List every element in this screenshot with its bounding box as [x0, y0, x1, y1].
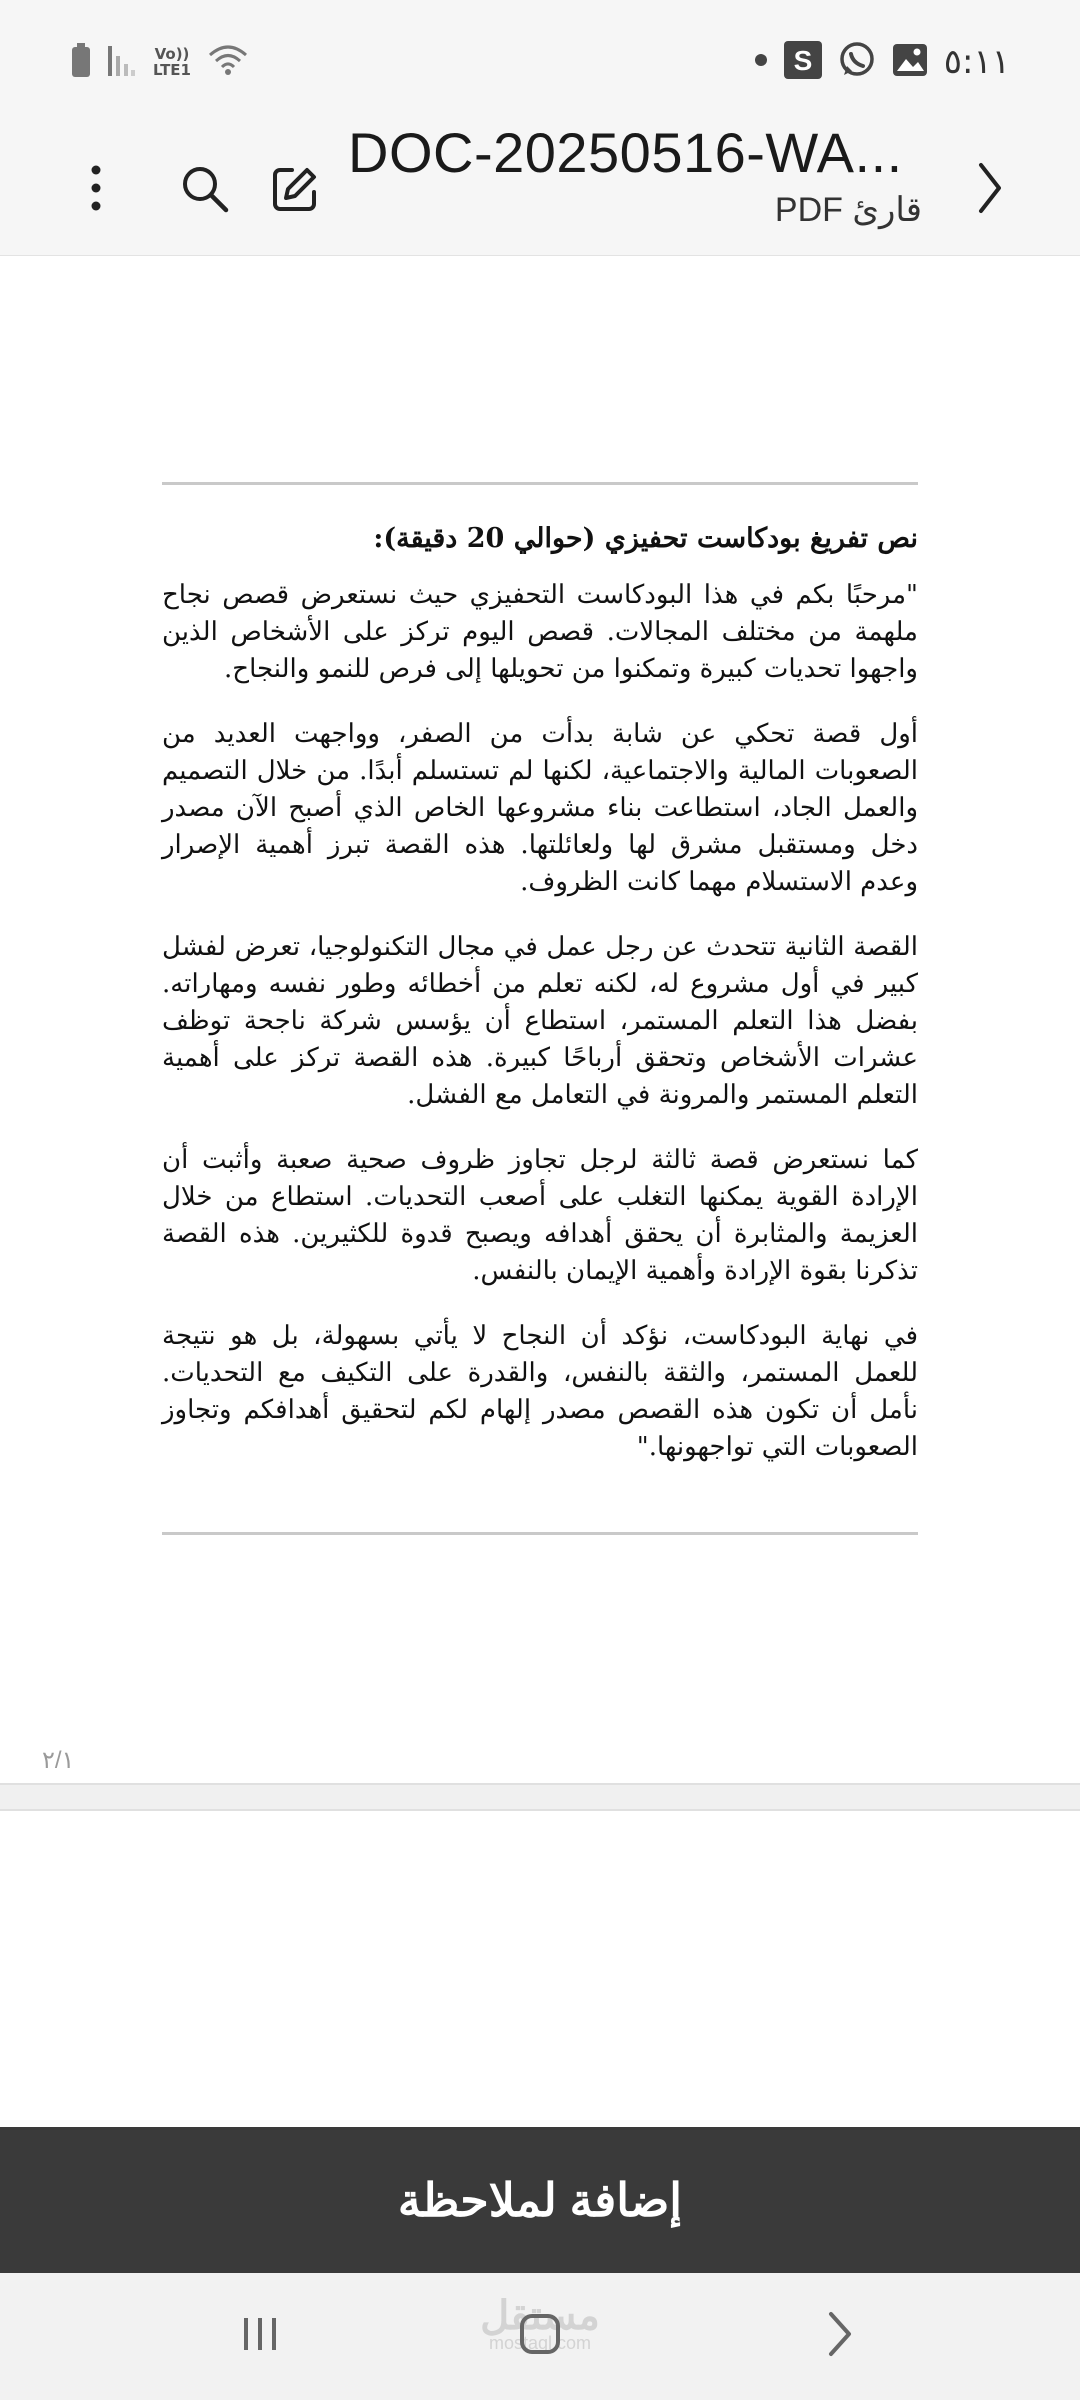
recent-apps-icon: [240, 2314, 280, 2359]
document-subtitle: قارئ PDF: [774, 191, 922, 229]
recent-apps-button[interactable]: [200, 2273, 320, 2400]
svg-text:S: S: [793, 44, 813, 76]
page-indicator: ٢/١: [42, 1747, 75, 1774]
search-button[interactable]: [160, 146, 250, 236]
more-icon: [90, 164, 102, 217]
paragraph: في نهاية البودكاست، نؤكد أن النجاح لا يأتي بسهولة، بل هو نتيجة للعمل المستمر، والثقة بالنفس، والقدرة على التكيف مع التحديات. نأمل أن تكون هذه القصص مصدر إلهام لكم لتحقيق أهدافكم وتجاوز الصعوبات التي تواجهونها.": [162, 1321, 918, 1462]
watermark-url: mostaql.com: [488, 2333, 592, 2353]
status-time: ٥:١١: [943, 42, 1010, 82]
pdf-page[interactable]: [0, 256, 1080, 1783]
paragraph: كما نستعرض قصة ثالثة لرجل تجاوز ظروف صحية صعبة وأثبت أن الإرادة القوية يمكنها التغلب على أصعب التحديات. استطاع من خلال العزيمة والمثابرة أن يحقق أهدافه ويصبح قدوة للكثيرين. هذه القصة تذكرنا بقوة الإرادة وأهمية الإيمان بالنفس.: [162, 1145, 918, 1286]
battery-icon: [70, 43, 92, 82]
back-button[interactable]: [780, 2273, 900, 2400]
paragraph: "مرحبًا بكم في هذا البودكاست التحفيزي حيث نستعرض قصص نجاح ملهمة من مختلف المجالات. قصص اليوم تركز على الأشخاص الذين واجهوا تحديات كبيرة وتمكنوا من تحويلها إلى فرص للنمو والنجاح.: [162, 580, 918, 684]
document-title: DOC-20250516-WA...: [348, 121, 903, 184]
watermark-text: مستقل: [480, 2294, 600, 2338]
paragraph: القصة الثانية تتحدث عن رجل عمل في مجال التكنولوجيا، تعرض لفشل كبير في أول مشروع له، لكنه تعلم من أخطائه وطور نفسه ومهاراته. بفضل هذا التعلم المستمر، استطاع أن يؤسس شركة ناجحة توظف عشرات الأشخاص وتحقق أرباحًا كبيرة. هذه القصة تركز على أهمية التعلم المستمر والمرونة في التعامل مع الفشل.: [162, 932, 918, 1110]
status-right-group: [754, 38, 1010, 86]
gallery-icon: [892, 43, 928, 82]
app-bar: [0, 120, 1080, 257]
document-body: [162, 520, 918, 1494]
page-separator: [0, 1783, 1080, 1811]
navigation-bar: [0, 2273, 1080, 2400]
home-icon: [518, 2312, 562, 2361]
more-options-button[interactable]: [68, 142, 124, 238]
back-icon: [827, 2311, 853, 2362]
document-heading: نص تفريغ بودكاست تحفيزي (حوالي 20 دقيقة):: [373, 523, 918, 554]
whatsapp-icon: [838, 41, 876, 84]
edit-button[interactable]: [250, 146, 340, 236]
chevron-right-icon: [977, 162, 1003, 219]
status-bar: [0, 0, 1080, 120]
dot-icon: [754, 53, 768, 72]
forward-button[interactable]: [950, 142, 1030, 238]
add-note-button[interactable]: [0, 2127, 1080, 2273]
edit-icon: [270, 164, 320, 219]
add-note-label: إضافة لملاحظة: [397, 2174, 683, 2226]
home-button[interactable]: [480, 2273, 600, 2400]
search-icon: [180, 164, 230, 219]
signal-icon: [106, 44, 136, 81]
status-left-group: [70, 40, 248, 84]
network-label: Vo)) LTE1: [153, 45, 191, 79]
top-divider: [162, 482, 918, 485]
paragraph: أول قصة تحكي عن شابة بدأت من الصفر، وواجهت العديد من الصعوبات المالية والاجتماعية، لكنها لم تستسلم أبدًا. من خلال التصميم والعمل الجاد، استطاعت بناء مشروعها الخاص الذي أصبح الآن مصدر دخل ومستقبل مشرق لها ولعائلتها. هذه القصة تبرز أهمية الإصرار وعدم الاستسلام مهما كانت الظروف.: [162, 719, 918, 897]
bottom-divider: [162, 1532, 918, 1535]
wifi-icon: [208, 43, 248, 82]
s-app-icon: [784, 41, 822, 84]
